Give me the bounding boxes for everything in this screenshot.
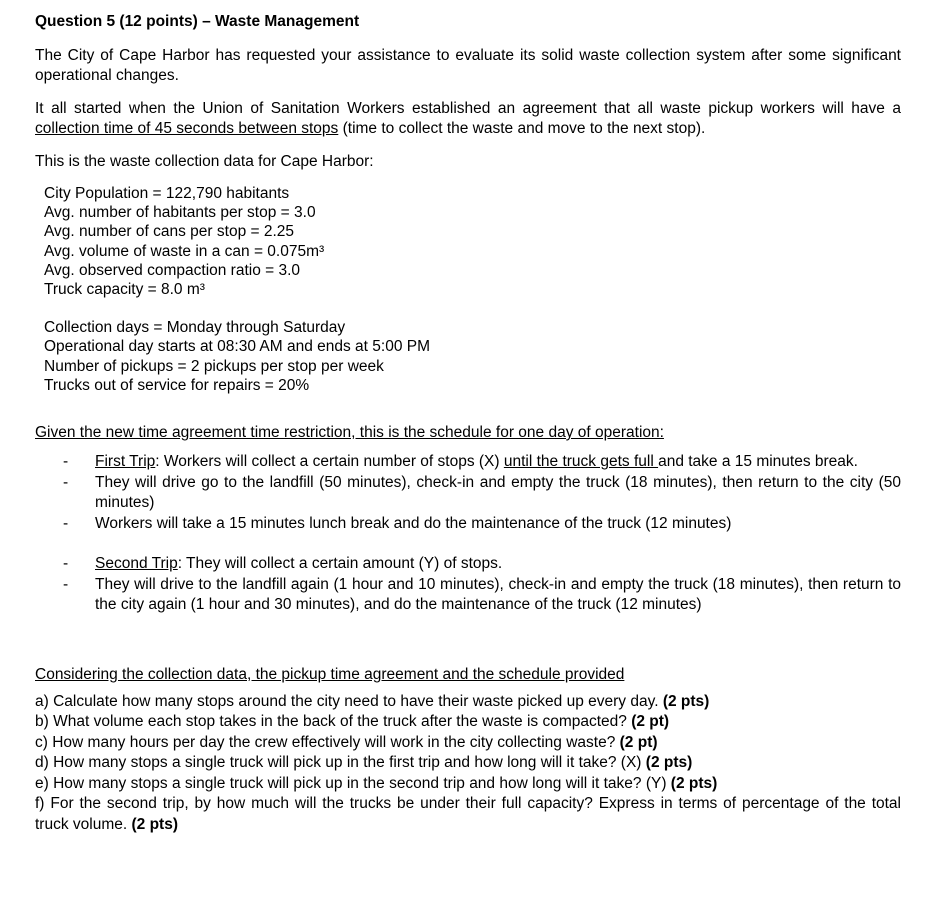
data-item-pickups: Number of pickups = 2 pickups per stop per week <box>44 357 384 375</box>
schedule-item-landfill-1 <box>35 473 901 514</box>
bullet-dash: - <box>63 453 69 471</box>
question-d-points: (2 pts) <box>645 754 693 772</box>
data-item-trucks-out: Trucks out of service for repairs = 20% <box>44 376 310 394</box>
question-a-text: a) Calculate how many stops around the city need to have their waste picked up every day. <box>35 692 663 710</box>
intro-p2-start: It all started when the Union of Sanitation Workers established an agreement that all waste pickup workers will have a <box>35 100 901 117</box>
question-c <box>35 733 901 754</box>
landfill-2-text: They will drive to the landfill again (1 hour and 10 minutes), check-in and empty the truck (18 minutes), then return to the city again (1 hour and 30 minutes), and do the maintenance of the truck (12 minutes) <box>95 575 901 614</box>
data-gap <box>44 299 901 318</box>
question-f-points: (2 pts) <box>131 815 178 833</box>
question-d <box>35 753 901 774</box>
bullet-dash: - <box>63 514 69 532</box>
question-b-text: b) What volume each stop takes in the back of the truck after the waste is compacted? <box>35 713 632 731</box>
question-d-text: d) How many stops a single truck will pick up in the first trip and how long will it take? (X) <box>35 754 646 772</box>
question-f-text: f) For the second trip, by how much will the trucks be under their full capacity? Express in terms of percentage of the total truck volume. <box>35 795 901 833</box>
question-title: Question 5 (12 points) – Waste Management <box>35 13 360 30</box>
schedule-item-second-trip <box>35 554 901 575</box>
question-f <box>35 794 901 835</box>
second-trip-label: Second Trip <box>95 555 178 573</box>
intro-paragraph-1: The City of Cape Harbor has requested your assistance to evaluate its solid waste collection system after some significant operational changes. <box>35 47 901 84</box>
lunch-text: Workers will take a 15 minutes lunch break and do the maintenance of the truck (12 minutes) <box>95 514 732 532</box>
second-trip-text: : They will collect a certain amount (Y) of stops. <box>177 555 503 573</box>
question-a <box>35 692 901 713</box>
first-trip-label: First Trip <box>95 453 156 471</box>
question-e <box>35 774 901 795</box>
schedule-list <box>35 452 901 616</box>
landfill-1-text: They will drive go to the landfill (50 minutes), check-in and empty the truck (18 minutes), then return to the city (50 minutes) <box>95 473 901 512</box>
data-item-population: City Population = 122,790 habitants <box>44 185 290 202</box>
schedule-gap <box>35 534 901 554</box>
data-item-volume-per-can: Avg. volume of waste in a can = 0.075m³ <box>44 242 325 260</box>
question-b-points: (2 pt) <box>631 713 670 731</box>
data-item-truck-capacity: Truck capacity = 8.0 m³ <box>44 281 205 299</box>
questions-list <box>35 692 901 836</box>
schedule-item-landfill-2 <box>35 575 901 616</box>
document-page <box>35 12 901 835</box>
intro-p2-end: (time to collect the waste and move to the next stop). <box>338 120 706 137</box>
question-c-points: (2 pt) <box>619 733 658 751</box>
data-item-habitants-per-stop: Avg. number of habitants per stop = 3.0 <box>44 204 316 222</box>
question-b <box>35 712 901 733</box>
until-truck-full-underlined: until the truck gets full <box>503 453 659 471</box>
question-a-points: (2 pts) <box>662 692 710 710</box>
data-item-collection-days: Collection days = Monday through Saturday <box>44 319 346 337</box>
intro-paragraph-3: This is the waste collection data for Cape Harbor: <box>35 153 374 170</box>
intro-paragraph-2 <box>35 99 901 139</box>
collection-time-underlined: collection time of 45 seconds between stops <box>35 120 339 137</box>
question-e-points: (2 pts) <box>670 774 718 792</box>
bullet-dash: - <box>63 473 69 491</box>
data-item-operational-day: Operational day starts at 08:30 AM and ends at 5:00 PM <box>44 338 431 356</box>
bullet-dash: - <box>63 575 69 593</box>
schedule-item-lunch <box>35 514 901 535</box>
question-e-text: e) How many stops a single truck will pick up in the second trip and how long will it take? (Y) <box>35 774 671 792</box>
bullet-dash: - <box>63 555 69 573</box>
schedule-item-first-trip <box>35 452 901 473</box>
data-item-cans-per-stop: Avg. number of cans per stop = 2.25 <box>44 223 295 241</box>
question-c-text: c) How many hours per day the crew effectively will work in the city collecting waste? <box>35 733 620 751</box>
first-trip-end: and take a 15 minutes break. <box>658 453 858 471</box>
collection-data-list <box>44 184 901 395</box>
first-trip-text: : Workers will collect a certain number of stops (X) <box>155 453 504 471</box>
schedule-heading: Given the new time agreement time restriction, this is the schedule for one day of operation: <box>35 424 664 442</box>
data-item-compaction-ratio: Avg. observed compaction ratio = 3.0 <box>44 261 301 279</box>
questions-heading: Considering the collection data, the pickup time agreement and the schedule provided <box>35 665 625 683</box>
